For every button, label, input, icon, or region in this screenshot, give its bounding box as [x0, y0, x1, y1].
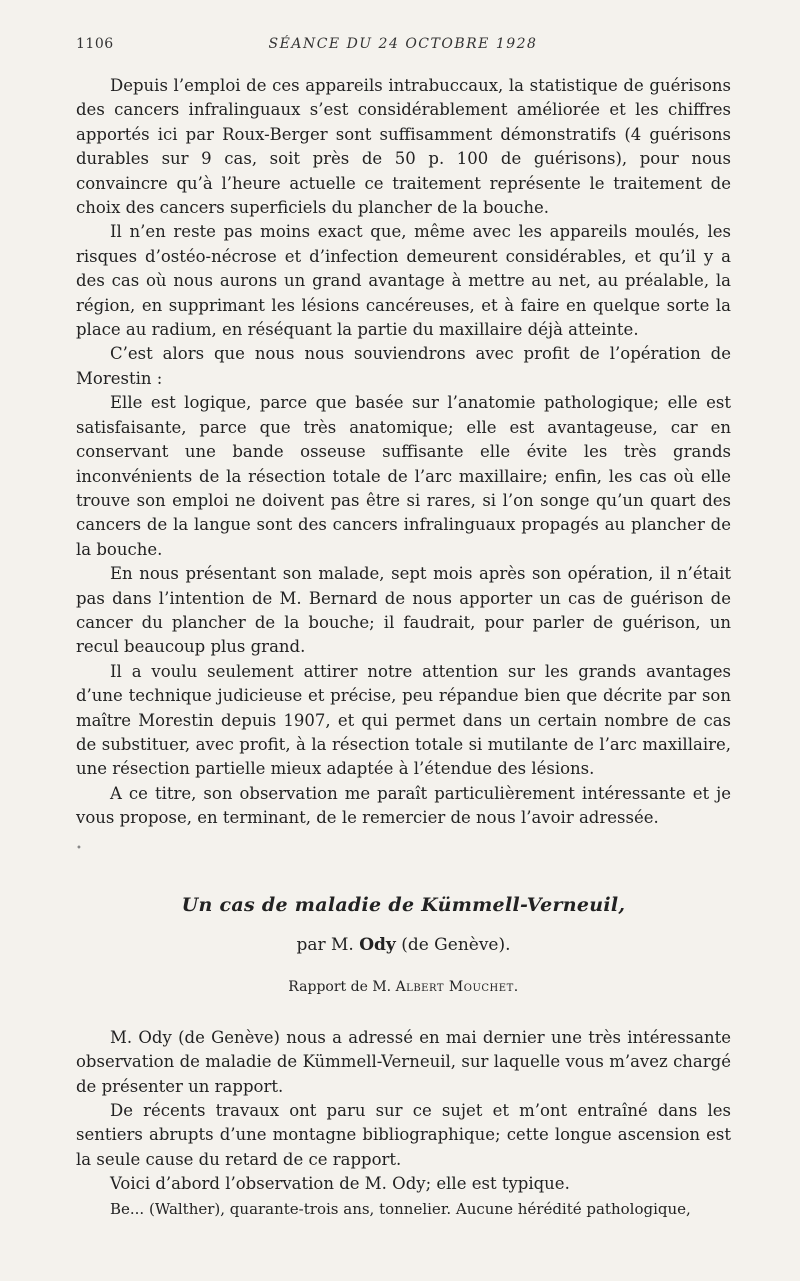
author-name: Ody: [359, 935, 396, 955]
running-title: SÉANCE DU 24 OCTOBRE 1928: [268, 36, 538, 52]
author-suffix: (de Genève).: [401, 935, 511, 955]
page-body: [76, 74, 731, 1221]
ink-mark: •: [76, 842, 82, 854]
article-reporter: [76, 975, 731, 999]
paragraph: Depuis l’emploi de ces appareils intrabuccaux, la statistique de guérisons des cancers infralinguaux s’est considérablement améliorée et les chiffres apportés ici par Roux-Berger sont suffisamment démonstratifs (4 guérisons durables sur 9 cas, soit près de 50 p. 100 de guérisons), pour nous convaincre qu’à l’heure actuelle ce traitement représente le traitement de choix des cancers superficiels du plancher de la bouche.: [76, 76, 731, 218]
article-author: [76, 933, 731, 957]
page-number: 1106: [76, 36, 114, 52]
reporter-name: Albert Mouchet.: [395, 979, 519, 996]
paragraph: Il a voulu seulement attirer notre attention sur les grands avantages d’une technique judicieuse et précise, peu répandue bien que décrite par son maître Morestin depuis 1907, et qui permet dans un certain nombre de cas de substituer, avec profit, à la résection totale si mutilante de l’arc maxillaire, une résection partielle mieux adaptée à l’étendue des lésions.: [76, 661, 731, 779]
report-prefix: Rapport de M.: [288, 979, 392, 996]
paragraph: Elle est logique, parce que basée sur l’anatomie pathologique; elle est satisfaisante, parce que très anatomique; elle est avantageuse, car en conservant une bande osseuse suffisante elle évite les très grands inconvénients de la résection totale de l’arc maxillaire; enfin, les cas où elle trouve son emploi ne doivent pas être si rares, si l’on songe qu’un quart des cancers de la langue sont des cancers infralinguaux propagés au plancher de la bouche.: [76, 393, 731, 559]
article-title: Un cas de maladie de Kümmell-Verneuil,: [181, 893, 626, 916]
paragraph: En nous présentant son malade, sept mois après son opération, il n’était pas dans l’intention de M. Bernard de nous apporter un cas de guérison de cancer du plancher de la bouche; il faudrait, pour parler de guérison, un recul beaucoup plus grand.: [76, 564, 731, 657]
paragraph: C’est alors que nous nous souviendrons avec profit de l’opération de Morestin :: [76, 344, 731, 388]
observation-text: Be... (Walther), quarante-trois ans, tonnelier. Aucune hérédité pathologique,: [110, 1199, 691, 1218]
paragraph: M. Ody (de Genève) nous a adressé en mai dernier une très intéressante observation de maladie de Kümmell-Verneuil, sur laquelle vous m’avez chargé de présenter un rapport.: [76, 1027, 731, 1096]
paragraph: A ce titre, son observation me paraît particulièrement intéressante et je vous propose, en terminant, de le remercier de nous l’avoir adressée.: [76, 783, 731, 828]
paragraph: Il n’en reste pas moins exact que, même avec les appareils moulés, les risques d’ostéo-nécrose et d’infection demeurent considérables, et qu’il y a des cas où nous aurons un grand avantage à mettre au net, au préalable, la région, en supprimant les lésions cancéreuses, et à faire en quelque sorte la place au radium, en réséquant la partie du maxillaire déjà atteinte.: [76, 222, 731, 340]
section-separator: [76, 831, 731, 875]
author-prefix: par M.: [296, 935, 354, 955]
paragraph: Voici d’abord l’observation de M. Ody; elle est typique.: [110, 1174, 570, 1194]
paragraph: De récents travaux ont paru sur ce sujet et m’ont entraîné dans les sentiers abrupts d’une montagne bibliographique; cette longue ascension est la seule cause du retard de ce rapport.: [76, 1101, 731, 1169]
